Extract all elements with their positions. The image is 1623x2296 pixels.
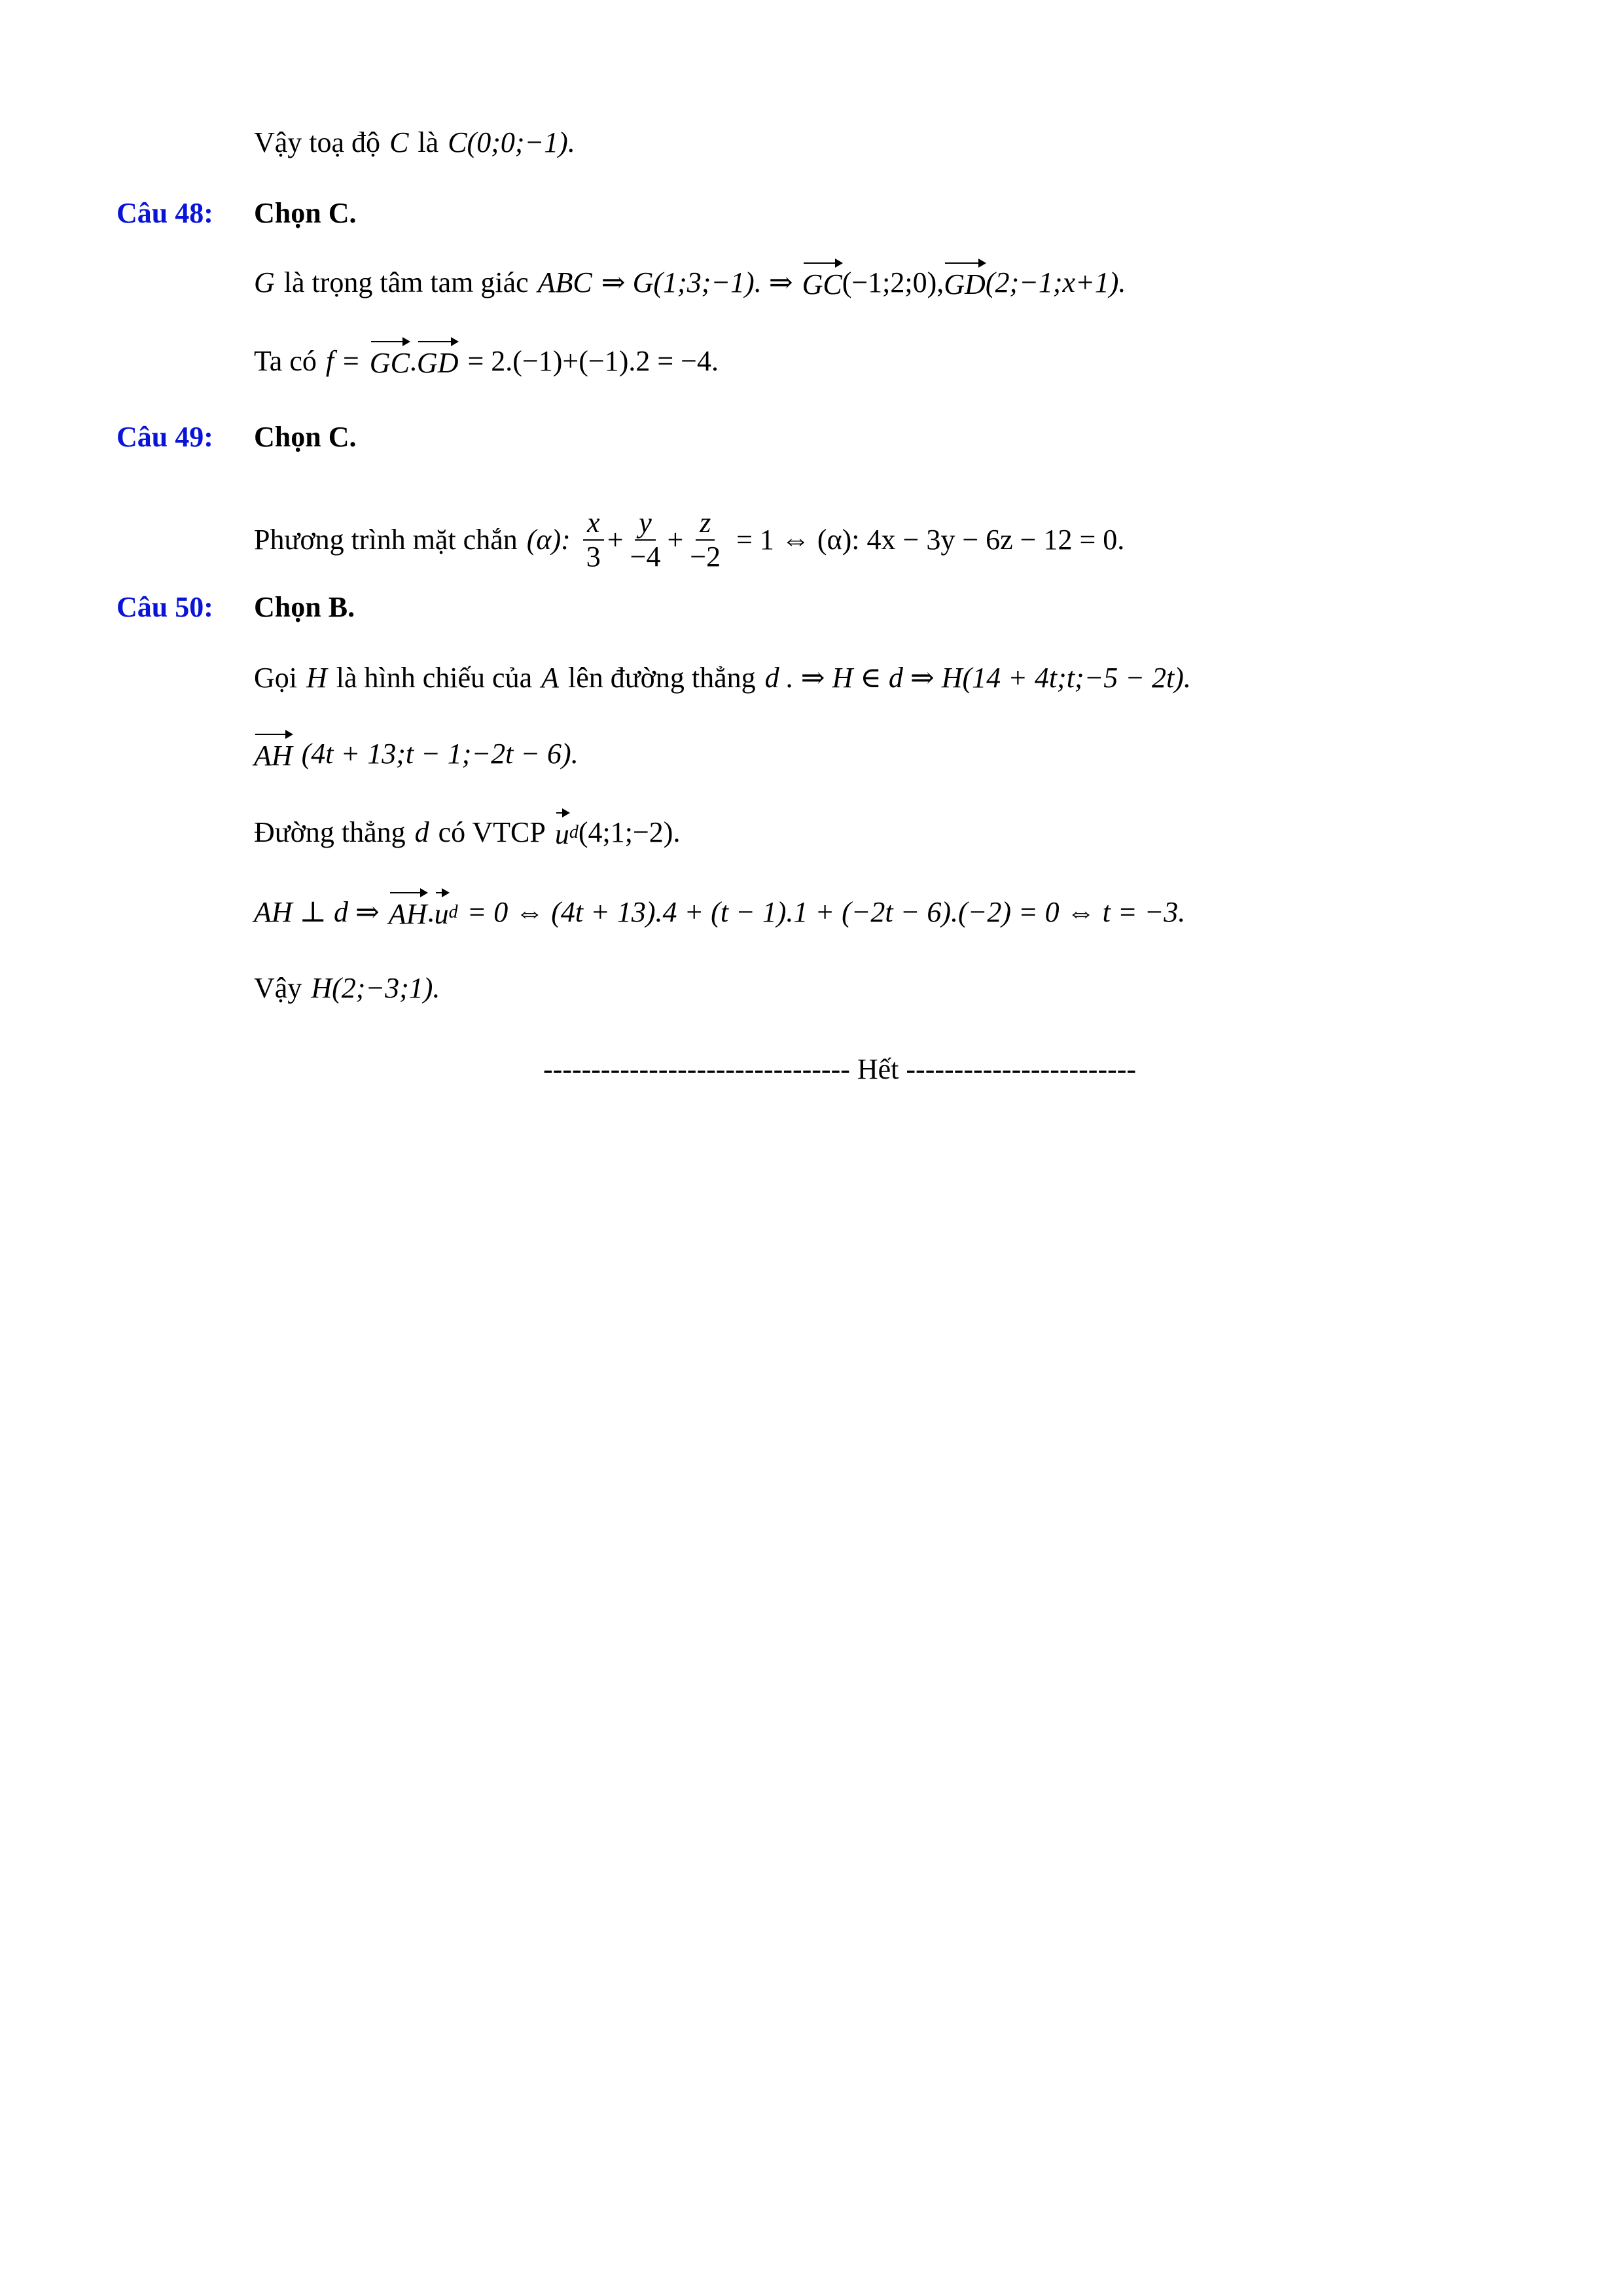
triangle-abc: ABC	[537, 266, 592, 298]
fraction-y-num: y	[635, 507, 656, 541]
conclusion-text: Vậy toạ độ	[254, 126, 381, 158]
question-48-label: Câu 48:	[116, 197, 213, 229]
question-50-label: Câu 50:	[116, 591, 213, 623]
vector-gd: GD	[944, 261, 986, 304]
centroid-coords: ⇒ G(1;3;−1). ⇒	[601, 266, 793, 298]
conclusion-mid-text: là	[418, 126, 439, 158]
prev-conclusion-line	[254, 122, 575, 164]
goi-text: Gọi	[254, 662, 297, 694]
point-h: H	[306, 662, 327, 694]
vector-gc-coords: (−1;2;0),	[842, 266, 944, 298]
question-50-line-5	[254, 967, 440, 1009]
question-48-line-1	[254, 262, 1126, 304]
conclusion-variable: C	[389, 126, 409, 158]
question-50-line-4	[254, 891, 1185, 933]
point-h-result: H(2;−3;1).	[311, 972, 440, 1004]
vector-gc: GC	[802, 261, 842, 304]
vector-u-subscript: d	[569, 822, 579, 842]
dot-product-result: = 2.(−1)+(−1).2 = −4.	[467, 345, 719, 377]
question-50-answer: Chọn B.	[254, 591, 355, 623]
vector-gd-dot: GD	[417, 340, 459, 383]
question-50-line-3	[254, 812, 680, 853]
centroid-g: G	[254, 266, 275, 298]
vay-text: Vậy	[254, 972, 302, 1004]
question-48-answer: Chọn C.	[254, 197, 357, 229]
vector-ah-coords: (4t + 13;t − 1;−2t − 6).	[301, 738, 579, 770]
fraction-z	[686, 507, 724, 573]
fraction-y-den: −4	[630, 541, 661, 573]
question-49-label: Câu 49:	[116, 421, 213, 453]
point-h-param: d . ⇒ H ∈ d ⇒ H(14 + 4t;t;−5 − 2t).	[764, 662, 1191, 694]
conclusion-result: C(0;0;−1).	[448, 126, 575, 158]
fraction-y	[626, 507, 665, 573]
point-a: A	[541, 662, 559, 694]
vector-gd-coords: (2;−1;x+1).	[985, 266, 1126, 298]
line-d: d	[414, 816, 429, 848]
ta-co-text: Ta có	[254, 345, 317, 377]
fraction-x-num: x	[583, 507, 604, 541]
plane-alpha: (α):	[526, 524, 571, 556]
vector-u-dot: u	[435, 891, 449, 934]
duong-thang-text: Đường thẳng	[254, 816, 406, 848]
vector-u-dot-subscript: d	[448, 902, 458, 922]
end-marker: -------------------------------- Hết ------------------------	[543, 1053, 1137, 1085]
question-50-line-1	[254, 657, 1191, 699]
f-equals: f =	[325, 345, 361, 377]
dot-operator: .	[427, 896, 435, 928]
question-49-answer: Chọn C.	[254, 421, 357, 453]
vtcp-text: có VTCP	[438, 816, 546, 848]
line-text: lên đường thẳng	[568, 662, 756, 694]
fraction-x-den: 3	[586, 541, 601, 573]
fraction-z-num: z	[696, 507, 715, 541]
vector-gc-dot: GC	[370, 340, 410, 383]
question-50-line-2	[254, 733, 579, 775]
question-48-line-2: Ta có f = GC . GD = 2.(−1)+(−1).2 = −4.	[254, 340, 719, 382]
perpendicular-equation: = 0 ⇔ (4t + 13).4 + (t − 1).1 + (−2t − 6).(−2) = 0 ⇔ t = −3.	[467, 896, 1186, 928]
centroid-text: là trọng tâm tam giác	[283, 266, 529, 298]
plane-equation: = 1 ⇔ (α): 4x − 3y − 6z − 12 = 0.	[736, 524, 1125, 556]
vector-ah: AH	[254, 732, 293, 776]
vector-ah-dot: AH	[389, 891, 427, 934]
question-49-line-1: Phương trình mặt chắn (α): $\frac{x}{3}$ + $\frac{y}{-4}$ + $\frac{z}{-2}$ = 1 ⇔ (α): 4x − 3y − 6z − 12 = 0.	[254, 507, 1125, 573]
projection-text: là hình chiếu của	[336, 662, 533, 694]
vector-u: u	[555, 811, 569, 854]
perpendicular-condition: AH ⊥ d ⇒	[254, 896, 380, 928]
vector-u-coords: (4;1;−2).	[578, 816, 681, 848]
fraction-z-den: −2	[690, 541, 721, 573]
fraction-x	[582, 507, 605, 573]
plane-intercept-text: Phương trình mặt chắn	[254, 524, 518, 556]
